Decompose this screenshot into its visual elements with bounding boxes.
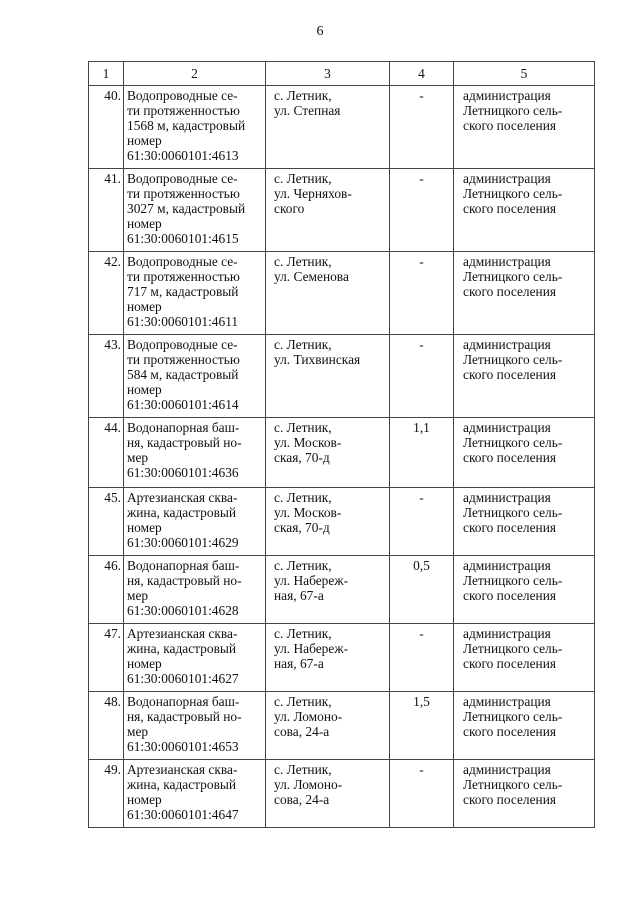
owner-line: Летницкого сель-: [463, 641, 563, 656]
object-name-line: 61:30:0060101:4614: [127, 397, 239, 412]
object-name-line: 61:30:0060101:4611: [127, 314, 239, 329]
owner-line: ского поселения: [463, 118, 557, 133]
row-number: 44.: [89, 418, 124, 488]
address-line: с. Летник,: [274, 420, 332, 435]
object-name-line: номер: [127, 133, 162, 148]
owner-line: администрация: [463, 171, 551, 186]
owner-line: Летницкого сель-: [463, 709, 563, 724]
address-cell: [266, 488, 390, 556]
table-row: [89, 624, 595, 692]
object-name-line: ня, кадастровый но-: [127, 573, 242, 588]
object-name-line: ня, кадастровый но-: [127, 709, 242, 724]
header-row: [89, 62, 595, 86]
object-name-line: номер: [127, 520, 162, 535]
column-header: 1: [89, 62, 124, 86]
column-header: 5: [454, 62, 595, 86]
row-number: 40.: [89, 86, 124, 169]
object-name-line: мер: [127, 450, 149, 465]
object-name-cell: [124, 86, 266, 169]
owner-line: ского поселения: [463, 588, 557, 603]
table-row: [89, 169, 595, 252]
owner-line: ского поселения: [463, 201, 557, 216]
object-name-line: номер: [127, 792, 162, 807]
object-name-line: номер: [127, 299, 162, 314]
object-name-cell: [124, 488, 266, 556]
address-line: ная, 67-а: [274, 588, 324, 603]
column-header: 4: [390, 62, 454, 86]
address-line: сова, 24-а: [274, 792, 330, 807]
owner-line: ского поселения: [463, 520, 557, 535]
row-number: 47.: [89, 624, 124, 692]
column-header: 3: [266, 62, 390, 86]
owner-line: Летницкого сель-: [463, 269, 563, 284]
object-name-line: жина, кадастровый: [127, 777, 237, 792]
object-name-line: Артезианская сква-: [127, 626, 238, 641]
address-line: с. Летник,: [274, 337, 332, 352]
address-line: ул. Москов-: [274, 435, 342, 450]
object-name-line: Водопроводные се-: [127, 337, 238, 352]
address-cell: [266, 556, 390, 624]
object-name-line: мер: [127, 588, 149, 603]
object-name-line: 61:30:0060101:4647: [127, 807, 239, 822]
address-line: ская, 70-д: [274, 450, 330, 465]
object-name-line: Водонапорная баш-: [127, 420, 240, 435]
address-line: с. Летник,: [274, 762, 332, 777]
owner-line: администрация: [463, 626, 551, 641]
owner-line: Летницкого сель-: [463, 573, 563, 588]
address-line: с. Летник,: [274, 626, 332, 641]
table-row: [89, 488, 595, 556]
address-line: ского: [274, 201, 305, 216]
owner-line: ского поселения: [463, 450, 557, 465]
owner-line: администрация: [463, 558, 551, 573]
object-name-line: 61:30:0060101:4615: [127, 231, 239, 246]
row-number: 46.: [89, 556, 124, 624]
object-name-cell: [124, 624, 266, 692]
object-name-cell: [124, 252, 266, 335]
owner-line: ского поселения: [463, 284, 557, 299]
object-name-line: 61:30:0060101:4628: [127, 603, 239, 618]
object-name-cell: [124, 556, 266, 624]
address-cell: [266, 335, 390, 418]
address-cell: [266, 86, 390, 169]
owner-line: Летницкого сель-: [463, 103, 563, 118]
object-name-line: 61:30:0060101:4636: [127, 465, 239, 480]
owner-cell: [454, 692, 595, 760]
address-line: ул. Ломоно-: [274, 777, 343, 792]
owner-cell: [454, 418, 595, 488]
object-name-line: 1568 м, кадастровый: [127, 118, 246, 133]
address-cell: [266, 760, 390, 828]
address-line: ная, 67-а: [274, 656, 324, 671]
object-name-line: мер: [127, 724, 149, 739]
object-name-line: ня, кадастровый но-: [127, 435, 242, 450]
address-line: ул. Набереж-: [274, 641, 349, 656]
object-name-cell: [124, 760, 266, 828]
object-name-line: Водопроводные се-: [127, 254, 238, 269]
owner-line: Летницкого сель-: [463, 435, 563, 450]
row-number: 43.: [89, 335, 124, 418]
table-row: [89, 556, 595, 624]
table-row: [89, 418, 595, 488]
owner-cell: [454, 488, 595, 556]
address-line: ул. Набереж-: [274, 573, 349, 588]
address-cell: [266, 624, 390, 692]
table-row: [89, 760, 595, 828]
address-line: сова, 24-а: [274, 724, 330, 739]
address-line: ул. Ломоно-: [274, 709, 343, 724]
object-name-line: жина, кадастровый: [127, 641, 237, 656]
address-line: с. Летник,: [274, 694, 332, 709]
object-name-line: Водонапорная баш-: [127, 694, 240, 709]
column-header: 2: [124, 62, 266, 86]
address-line: с. Летник,: [274, 558, 332, 573]
owner-cell: [454, 556, 595, 624]
object-name-line: жина, кадастровый: [127, 505, 237, 520]
address-line: с. Летник,: [274, 490, 332, 505]
object-name-line: ти протяженностью: [127, 352, 240, 367]
value-cell: 1,1: [390, 418, 454, 488]
owner-line: администрация: [463, 88, 551, 103]
object-name-cell: [124, 335, 266, 418]
row-number: 48.: [89, 692, 124, 760]
address-line: ул. Степная: [274, 103, 341, 118]
row-number: 45.: [89, 488, 124, 556]
object-name-line: 61:30:0060101:4627: [127, 671, 239, 686]
table-row: [89, 86, 595, 169]
owner-line: администрация: [463, 490, 551, 505]
owner-line: администрация: [463, 337, 551, 352]
object-name-line: Артезианская сква-: [127, 762, 238, 777]
object-name-line: ти протяженностью: [127, 269, 240, 284]
value-cell: -: [390, 488, 454, 556]
address-line: ская, 70-д: [274, 520, 330, 535]
object-name-line: Водонапорная баш-: [127, 558, 240, 573]
owner-cell: [454, 760, 595, 828]
value-cell: -: [390, 252, 454, 335]
owner-line: ского поселения: [463, 724, 557, 739]
owner-line: администрация: [463, 420, 551, 435]
row-number: 42.: [89, 252, 124, 335]
table-row: [89, 335, 595, 418]
object-name-line: 3027 м, кадастровый: [127, 201, 246, 216]
object-name-line: Водопроводные се-: [127, 88, 238, 103]
owner-line: Летницкого сель-: [463, 186, 563, 201]
owner-line: Летницкого сель-: [463, 352, 563, 367]
row-number: 41.: [89, 169, 124, 252]
value-cell: 1,5: [390, 692, 454, 760]
owner-line: администрация: [463, 694, 551, 709]
object-name-cell: [124, 169, 266, 252]
address-cell: [266, 418, 390, 488]
owner-line: ского поселения: [463, 656, 557, 671]
object-name-line: 584 м, кадастровый: [127, 367, 239, 382]
address-cell: [266, 169, 390, 252]
owner-line: ского поселения: [463, 792, 557, 807]
address-line: ул. Семенова: [274, 269, 349, 284]
value-cell: -: [390, 335, 454, 418]
object-name-cell: [124, 418, 266, 488]
object-name-cell: [124, 692, 266, 760]
object-name-line: 61:30:0060101:4629: [127, 535, 239, 550]
object-name-line: 61:30:0060101:4613: [127, 148, 239, 163]
value-cell: -: [390, 86, 454, 169]
page-number: 6: [316, 24, 324, 39]
owner-cell: [454, 335, 595, 418]
object-name-line: Водопроводные се-: [127, 171, 238, 186]
object-name-line: номер: [127, 382, 162, 397]
owner-line: администрация: [463, 254, 551, 269]
address-line: ул. Москов-: [274, 505, 342, 520]
owner-line: администрация: [463, 762, 551, 777]
address-line: с. Летник,: [274, 171, 332, 186]
value-cell: -: [390, 760, 454, 828]
address-line: ул. Черняхов-: [274, 186, 352, 201]
owner-line: Летницкого сель-: [463, 777, 563, 792]
owner-cell: [454, 252, 595, 335]
address-line: с. Летник,: [274, 254, 332, 269]
object-name-line: номер: [127, 216, 162, 231]
property-register-table: [88, 61, 595, 828]
value-cell: 0,5: [390, 556, 454, 624]
object-name-line: Артезианская сква-: [127, 490, 238, 505]
owner-cell: [454, 624, 595, 692]
value-cell: -: [390, 624, 454, 692]
object-name-line: ти протяженностью: [127, 186, 240, 201]
address-line: с. Летник,: [274, 88, 332, 103]
address-cell: [266, 252, 390, 335]
owner-line: Летницкого сель-: [463, 505, 563, 520]
object-name-line: 61:30:0060101:4653: [127, 739, 239, 754]
table-row: [89, 692, 595, 760]
row-number: 49.: [89, 760, 124, 828]
object-name-line: 717 м, кадастровый: [127, 284, 239, 299]
object-name-line: номер: [127, 656, 162, 671]
address-cell: [266, 692, 390, 760]
owner-cell: [454, 169, 595, 252]
table-row: [89, 252, 595, 335]
owner-cell: [454, 86, 595, 169]
address-line: ул. Тихвинская: [274, 352, 361, 367]
object-name-line: ти протяженностью: [127, 103, 240, 118]
owner-line: ского поселения: [463, 367, 557, 382]
value-cell: -: [390, 169, 454, 252]
